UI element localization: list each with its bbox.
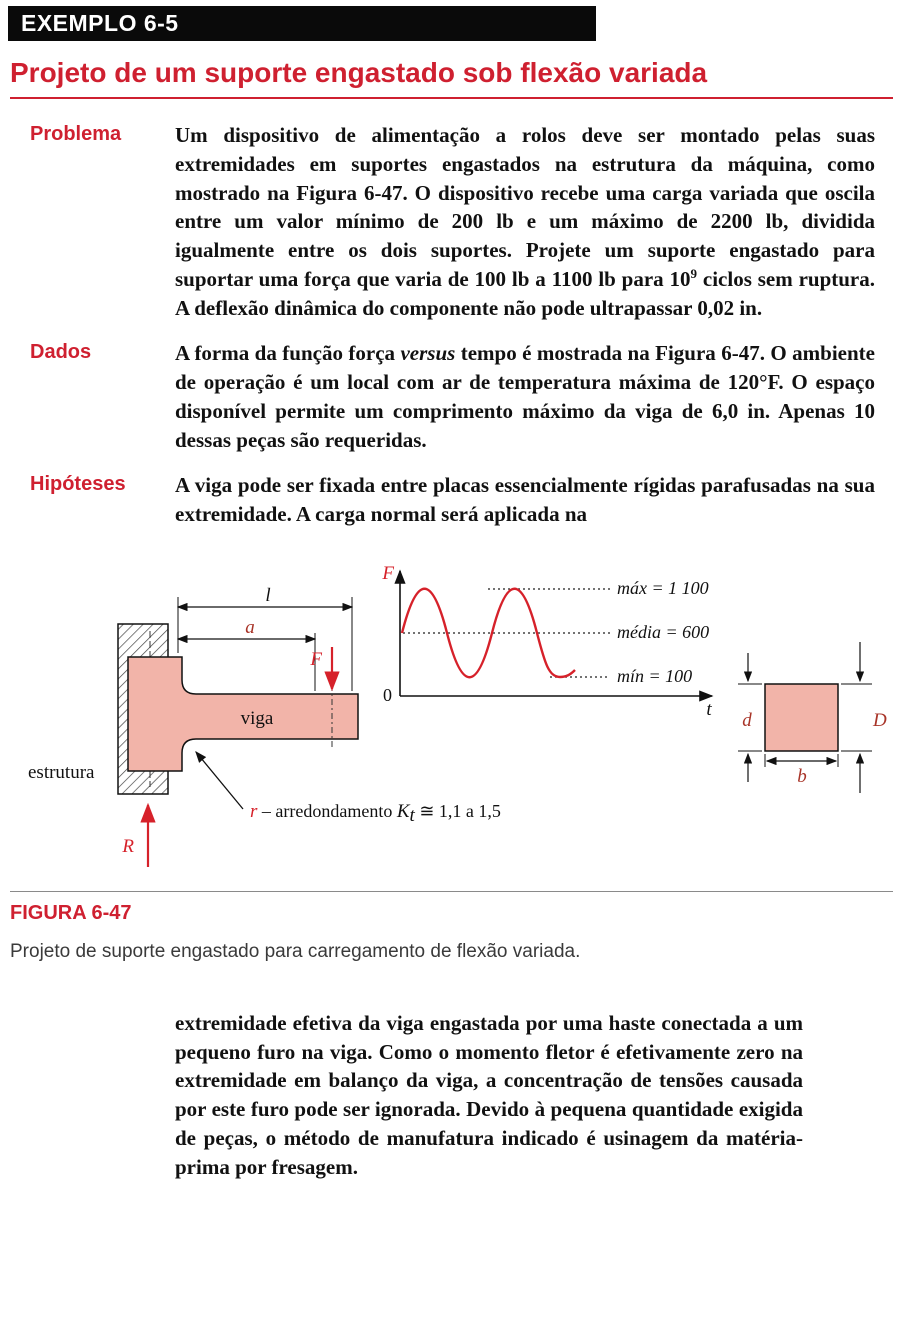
beam-label: viga xyxy=(240,707,274,729)
fillet-rest: ≅ 1,1 a 1,5 xyxy=(414,800,501,821)
fillet-K: K xyxy=(396,800,410,822)
chart-y-label: F xyxy=(382,562,394,584)
annotation-mean: média = 600 xyxy=(617,621,710,642)
section-body-problema xyxy=(175,121,903,322)
problema-text-part2: ciclos sem ruptura. A deflexão dinâmica do componente não pode ultrapassar 0,02 in. xyxy=(175,266,875,320)
figure-caption: Projeto de suporte engastado para carregamento de flexão variada. xyxy=(10,940,581,962)
figure-footer xyxy=(10,891,893,963)
figure-6-47-wrap xyxy=(10,549,903,881)
fillet-text: – arredondamento xyxy=(257,800,397,821)
fillet-t-sub: t xyxy=(409,804,415,826)
section-body-dados xyxy=(175,339,903,454)
page-title: Projeto de um suporte engastado sob flexão variada xyxy=(10,57,708,88)
dim-d-label: d xyxy=(742,709,752,731)
dim-b-label: b xyxy=(797,765,807,787)
section-dados xyxy=(0,339,903,454)
dim-D-label: D xyxy=(873,709,887,731)
dados-versus-italic: versus xyxy=(400,341,456,366)
reaction-label: R xyxy=(122,835,134,857)
section-label-hipoteses: Hipóteses xyxy=(30,473,126,496)
problema-exponent: 9 xyxy=(690,265,698,281)
annotation-min: mín = 100 xyxy=(617,665,693,686)
continuation-paragraph: extremidade efetiva da viga engastada por uma haste conectada a um pequeno furo na viga. Como o momento fletor é efetivamente zero na extremidade em balanço da viga, a concentração de tensões causada por este furo pode ser ignorada. Devido à pequena quantidade exigida de peças, o método de manufatura indicado é usinagem da matéria-prima por fresagem. xyxy=(175,1010,803,1179)
section-label-problema: Problema xyxy=(30,123,122,145)
section-rect xyxy=(765,684,838,751)
fillet-r: r xyxy=(250,800,258,822)
section-body-hipoteses xyxy=(175,471,903,529)
dados-text-part1: A forma da função força xyxy=(175,341,401,366)
fillet-arrow xyxy=(196,752,243,809)
section-problema xyxy=(0,121,903,322)
problema-text-part1: Um dispositivo de alimentação a rolos deve ser montado pelas suas extremidades em suportes engastados na estrutura da máquina, como mostrado na Figura 6-47. O dispositivo recebe uma carga variada que oscila entre um valor mínimo de 200 lb e um máximo de 2200 lb, dividida igualmente entre os dois suportes. Projete um suporte engastado para suportar uma força que varia de 100 lb a 1100 lb para 10 xyxy=(175,123,875,291)
section-hipoteses xyxy=(0,471,903,529)
dados-text-part2: tempo é mostrada na Figura 6-47. O ambiente de operação é um local com ar de temperatura máxima de 120°F. O espaço disponível permite um comprimento máximo da viga de 6,0 in. Apenas 10 dessas peças são requeridas. xyxy=(175,341,875,452)
force-time-chart xyxy=(381,563,712,720)
dados-text xyxy=(175,339,875,454)
figure-number-label: FIGURA 6-47 xyxy=(10,901,132,924)
dim-a-label: a xyxy=(245,616,255,638)
force-label: F xyxy=(310,648,322,670)
annotation-max: máx = 1 100 xyxy=(617,577,709,598)
example-label: EXEMPLO 6-5 xyxy=(21,10,179,36)
structure-label: estrutura xyxy=(28,761,95,783)
title-rule xyxy=(10,97,893,99)
example-header-bar xyxy=(8,6,596,41)
hipoteses-text xyxy=(175,471,875,529)
chart-x-label: t xyxy=(706,698,712,720)
problema-text xyxy=(175,121,875,322)
dim-l-label: l xyxy=(265,584,271,606)
hipoteses-text-part1: A viga pode ser fixada entre placas essencialmente rígidas parafusadas na sua extremidade. A carga normal será aplicada na xyxy=(175,473,875,527)
cantilever-drawing xyxy=(28,585,501,867)
cross-section xyxy=(738,642,887,793)
fillet-note xyxy=(250,801,501,826)
section-label-dados: Dados xyxy=(30,341,92,364)
chart-origin-label: 0 xyxy=(383,684,392,705)
figure-6-47 xyxy=(10,549,890,881)
